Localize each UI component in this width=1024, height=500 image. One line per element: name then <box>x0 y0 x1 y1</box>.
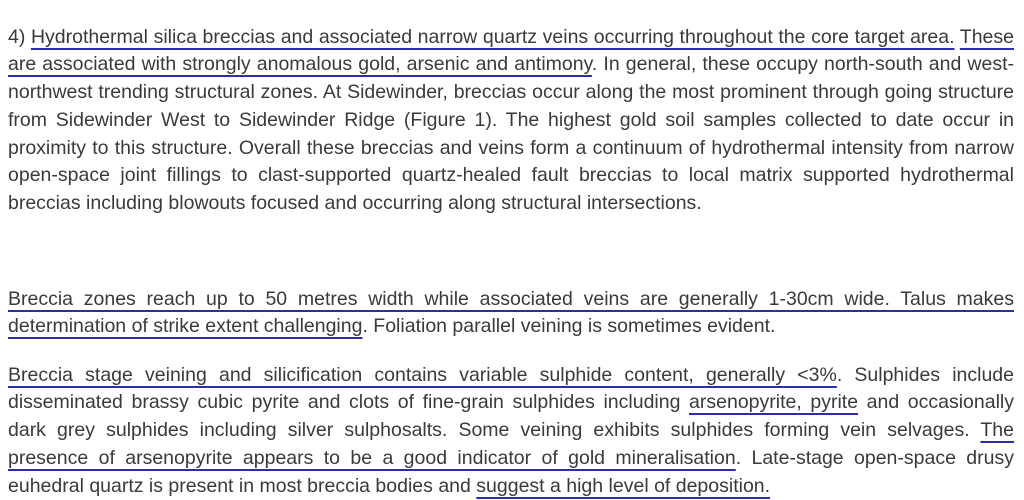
paragraph-sulphide-content <box>8 362 1014 500</box>
paragraph-breccia-zones <box>8 286 1014 342</box>
paragraph-hydrothermal-breccias <box>8 24 1014 219</box>
underlined-text: suggest a high level of deposition. <box>476 474 771 497</box>
underlined-text: Breccia zones reach up to 50 metres width while associated veins are generally 1-30cm wide. Talus makes determination of strike extent challenging <box>8 287 1014 338</box>
text-segment: . Foliation parallel veining is sometimes evident. <box>362 315 776 338</box>
underlined-text: The presence of arsenopyrite appears to be a good indicator of gold mineralisation <box>8 419 1014 469</box>
text-segment: . In general, these occupy north-south and west-northwest trending structural zones. At Sidewinder, breccias occur along the most prominent through going structure from Sidewinder West to Sidewinder Ridge (Figure 1). The highest gold soil samples collected to date occur in proximity to this structure. Overall these breccias and veins form a continuum of hydrothermal intensity from narrow open-space joint fillings to clast-supported quartz-healed fault breccias to local matrix supported hydrothermal breccias including blowouts focused and occurring along structural intersections. <box>8 53 1014 215</box>
underlined-text: Breccia stage veining and silicification contains variable sulphide content, generally <3% <box>8 363 837 386</box>
underlined-text: Hydrothermal silica breccias and associated narrow quartz veins occurring throughout the core target area. <box>30 25 955 48</box>
text-segment: and occasionally dark grey sulphides including silver sulphosalts. Some veining exhibits sulphides forming vein selvages. <box>8 391 1015 442</box>
text-segment: . Late-stage open-space drusy euhedral quartz is present in most breccia bodies and <box>8 446 1014 497</box>
underlined-text: arsenopyrite, pyrite <box>689 391 859 414</box>
underlined-text: These are associated with strongly anomalous gold, arsenic and antimony <box>8 25 1014 76</box>
text-segment: 4) <box>8 25 31 48</box>
text-segment: . Sulphides include disseminated brassy cubic pyrite and clots of fine-grain sulphides including <box>8 363 1014 414</box>
